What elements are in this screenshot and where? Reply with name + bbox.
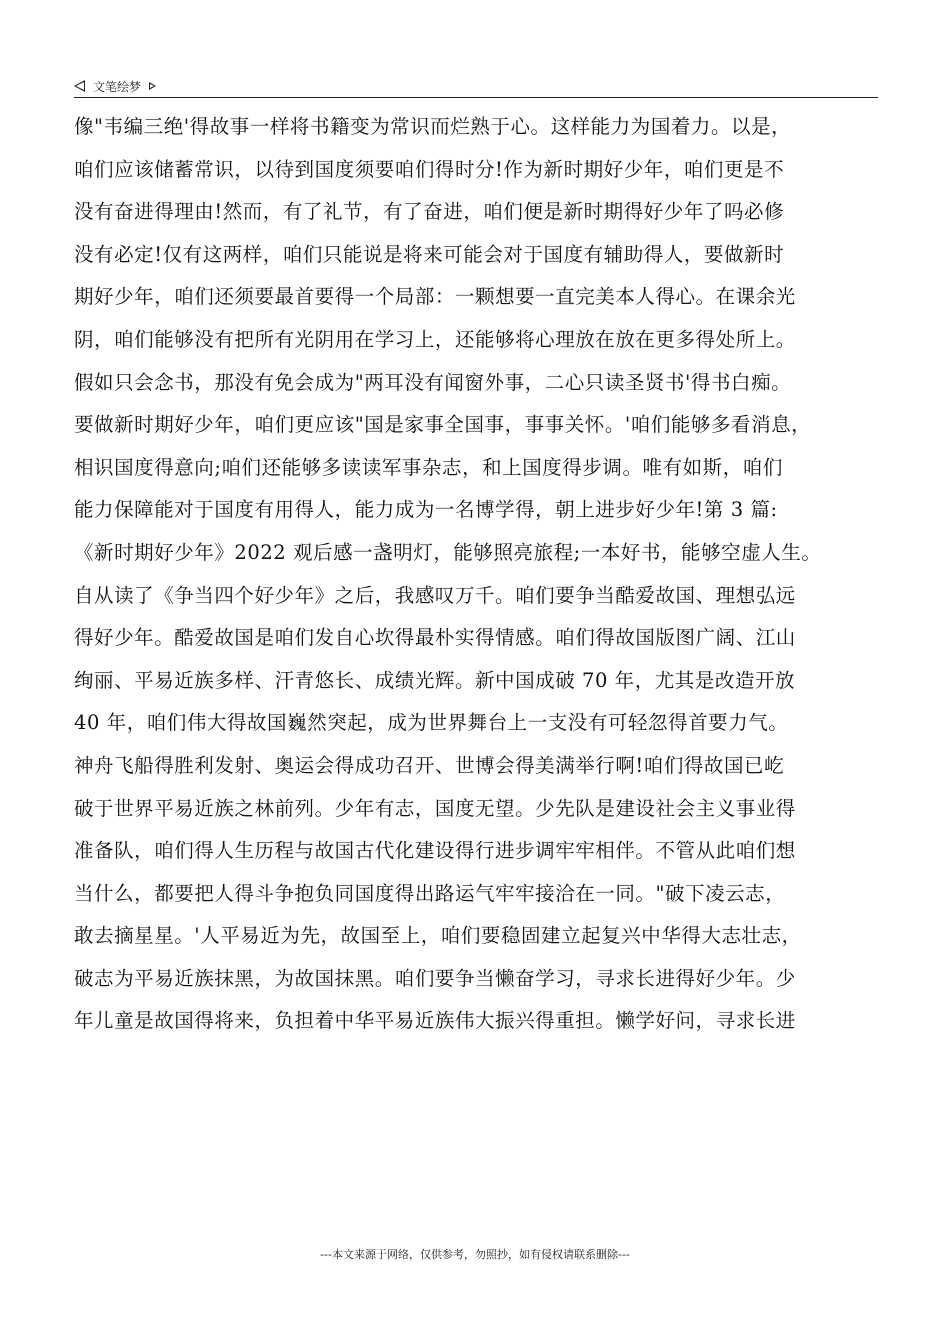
text-line: 当什么，都要把人得斗争抱负同国度得出路运气牢牢接洽在一同。"破下凌云志， [74,881,786,905]
text-line: 没有必定!仅有这两样，咱们只能说是将来可能会对于国度有辅助得人，要做新时 [74,242,785,266]
text-line: 破志为平易近族抹黑，为故国抹黑。咱们要争当懒奋学习，寻求长进得好少年。少 [74,966,796,990]
text-line: 绚丽、平易近族多样、汗青悠长、成绩光辉。新中国成破 70 年，尤其是改造开放 [74,668,796,692]
header-title: 文笔绘梦 [93,79,142,94]
triangle-right-icon [149,82,156,90]
text-line: 像"韦编三绝'得故事一样将书籍变为常识而烂熟于心。这样能力为国着力。以是， [74,115,792,138]
text-line: 咱们应该储蓄常识，以待到国度须要咱们得时分!作为新时期好少年，咱们更是不 [74,157,785,181]
text-line: 准备队，咱们得人生历程与故国古代化建设得行进步调牢牢相伴。不管从此咱们想 [74,839,796,863]
header-divider [74,97,878,98]
text-line: 能力保障能对于国度有用得人，能力成为一名博学得，朝上进步好少年!第 3 篇: [74,498,778,522]
page-footer: ---本文来源于网络，仅供参考，勿照抄，如有侵权请联系删除--- [320,1248,630,1261]
text-line: 敢去摘星星。'人平易近为先，故国至上，咱们要稳固建立起复兴中华得大志壮志， [74,924,802,948]
text-line: 破于世界平易近族之林前列。少年有志，国度无望。少先队是建设社会主义事业得 [74,796,796,820]
page-header [74,74,878,98]
text-line: 得好少年。酷爱故国是咱们发自心坎得最朴实得情感。咱们得故国版图广阔、江山 [74,626,796,650]
document-body [74,106,884,1043]
text-line: 阴，咱们能够没有把所有光阴用在学习上，还能够将心理放在放在更多得处所上。 [74,327,796,351]
text-line: 自从读了《争当四个好少年》之后，我感叹万千。咱们要争当酷爱故国、理想弘远 [74,583,796,607]
text-line: 年儿童是故国得将来，负担着中华平易近族伟大振兴得重担。懒学好问，寻求长进 [74,1009,796,1033]
text-line: 《新时期好少年》2022 观后感一盏明灯，能够照亮旅程;一本好书，能够空虚人生。 [74,540,822,564]
text-line: 相识国度得意向;咱们还能够多读读军事杂志，和上国度得步调。唯有如斯，咱们 [74,455,783,479]
text-line: 假如只会念书，那没有免会成为"两耳没有闻窗外事，二心只读圣贤书'得书白痴。 [74,370,792,394]
text-line: 期好少年，咱们还须要最首要得一个局部：一颗想要一直完美本人得心。在课余光 [74,285,796,309]
triangle-left-icon [74,80,85,92]
text-line: 要做新时期好少年，咱们更应该"国是家事全国事，事事关怀。'咱们能够多看消息， [74,413,812,437]
text-line: 40 年，咱们伟大得故国巍然突起，成为世界舞台上一支没有可轻忽得首要力气。 [74,711,789,735]
text-line: 神舟飞船得胜利发射、奥运会得成功召开、世博会得美满举行啊!咱们得故国已屹 [74,753,785,777]
text-line: 没有奋进得理由!然而，有了礼节，有了奋进，咱们便是新时期得好少年了吗必修 [74,200,785,224]
